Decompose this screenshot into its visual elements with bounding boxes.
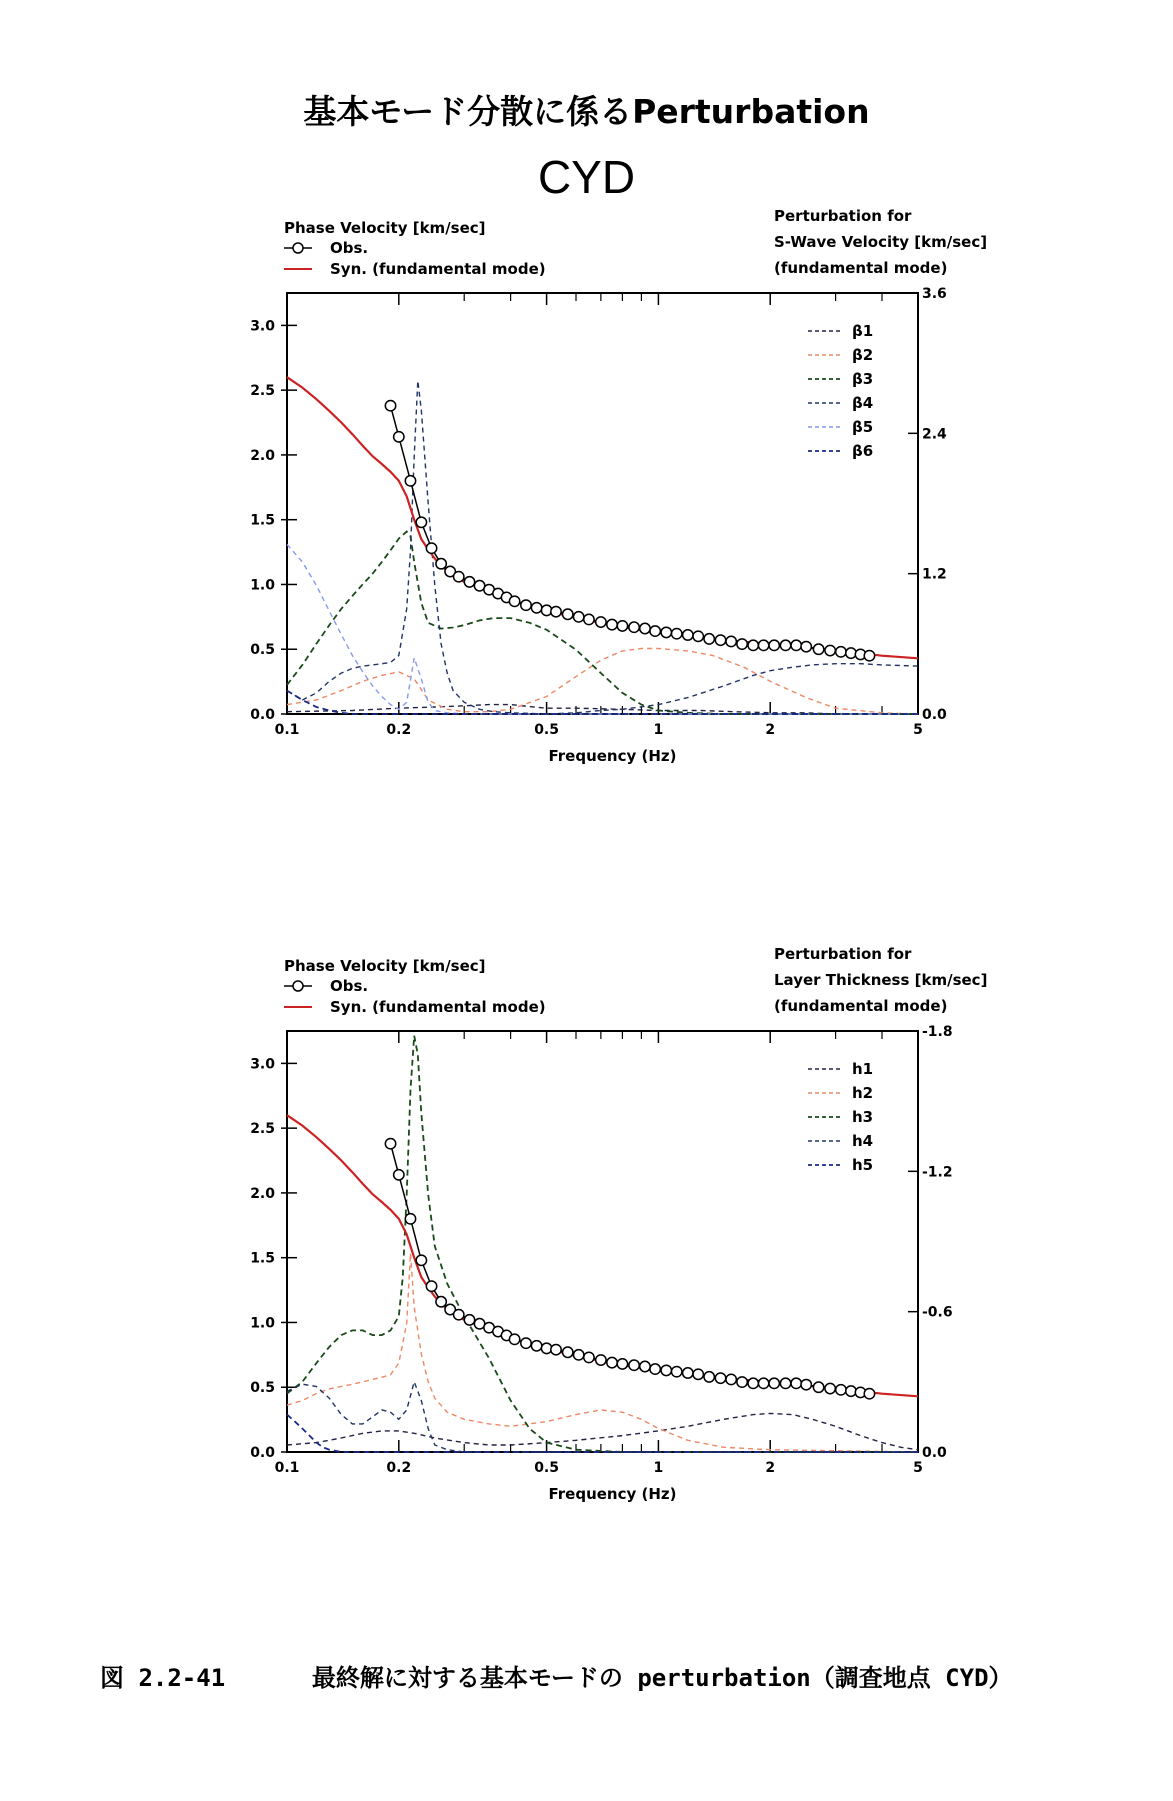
x-axis-title: Frequency (Hz) [548, 1485, 677, 1503]
left-axis-title: Phase Velocity [km/sec] [284, 957, 486, 975]
obs-point [531, 1341, 541, 1351]
obs-point [426, 543, 436, 553]
obs-point [436, 559, 446, 569]
obs-point [426, 1281, 436, 1291]
legend-label-5: β5 [852, 418, 874, 436]
obs-point [715, 1373, 725, 1383]
obs-point [801, 641, 811, 651]
obs-point [394, 432, 404, 442]
obs-point [607, 619, 617, 629]
x-tick-label: 1 [653, 1460, 664, 1476]
obs-point [864, 1389, 874, 1399]
left-axis-title: Phase Velocity [km/sec] [284, 219, 486, 237]
y-tick-label: 2.5 [250, 1121, 275, 1138]
obs-point [836, 647, 846, 657]
y-tick-label: 1.5 [250, 512, 275, 529]
y-tick-label: 0.5 [250, 642, 275, 659]
obs-point [521, 600, 531, 610]
chart-layer-thickness [0, 938, 1173, 1503]
obs-point [629, 1360, 639, 1370]
obs-point [454, 1309, 464, 1319]
series-line-1 [287, 705, 918, 714]
obs-point [864, 651, 874, 661]
right-axis-title-1: Perturbation for [774, 945, 912, 963]
obs-point [405, 1214, 415, 1224]
obs-point [836, 1385, 846, 1395]
obs-point [584, 614, 594, 624]
legend-obs-label: Obs. [330, 239, 369, 257]
legend-obs-label: Obs. [330, 977, 369, 995]
obs-point [573, 1350, 583, 1360]
site-name: CYD [537, 151, 636, 203]
y-tick-label: 2.0 [250, 1185, 275, 1202]
y-tick-label: 2.5 [250, 383, 275, 400]
obs-point [394, 1170, 404, 1180]
y-tick-label: 0.0 [250, 707, 275, 723]
obs-point [825, 645, 835, 655]
y-tick-label: 3.0 [250, 1056, 275, 1073]
right-axis-title-3: (fundamental mode) [774, 997, 948, 1015]
syn-line [287, 1115, 918, 1396]
obs-point [385, 400, 395, 410]
obs-point [758, 1378, 768, 1388]
obs-point [405, 476, 415, 486]
obs-point [607, 1357, 617, 1367]
right-axis-title-1: Perturbation for [774, 207, 912, 225]
figure-number: 図 2.2-41 [100, 1664, 226, 1692]
series-line-4 [287, 381, 918, 714]
series-line-5 [287, 1415, 918, 1452]
obs-point [726, 1374, 736, 1384]
obs-point [791, 1378, 801, 1388]
obs-point [704, 1372, 714, 1382]
obs-point [813, 1382, 823, 1392]
legend-label-5: h5 [852, 1156, 874, 1174]
x-tick-label: 5 [913, 722, 923, 738]
obs-point [748, 640, 758, 650]
obs-point [737, 1377, 747, 1387]
legend-label-3: h3 [852, 1108, 874, 1126]
legend-label-3: β3 [852, 370, 874, 388]
obs-point [617, 1359, 627, 1369]
obs-point [846, 648, 856, 658]
x-tick-label: 0.2 [386, 722, 412, 738]
right-axis-title-3: (fundamental mode) [774, 259, 948, 277]
legend-obs-marker [293, 243, 303, 253]
series-line-2 [287, 649, 918, 715]
obs-point [617, 621, 627, 631]
x-tick-label: 2 [765, 722, 776, 738]
obs-point [683, 630, 693, 640]
obs-point [551, 606, 561, 616]
obs-point [596, 617, 606, 627]
page-title: 基本モード分散に係るPerturbation [303, 92, 870, 131]
x-tick-label: 0.5 [534, 722, 560, 738]
obs-point [801, 1379, 811, 1389]
obs-point [780, 640, 790, 650]
x-tick-label: 5 [913, 1460, 923, 1476]
obs-point [531, 603, 541, 613]
obs-line [391, 406, 870, 656]
obs-point [737, 639, 747, 649]
obs-point [650, 626, 660, 636]
obs-point [683, 1368, 693, 1378]
series-line-4 [287, 1382, 918, 1452]
obs-point [846, 1386, 856, 1396]
obs-point [769, 1378, 779, 1388]
obs-point [464, 1315, 474, 1325]
obs-point [454, 571, 464, 581]
obs-point [780, 1378, 790, 1388]
x-tick-label: 0.1 [274, 1460, 300, 1476]
legend-label-2: h2 [852, 1084, 874, 1102]
series-line-6 [287, 691, 918, 714]
y-tick-label: 0.5 [250, 1380, 275, 1397]
obs-point [661, 627, 671, 637]
obs-point [629, 622, 639, 632]
legend-syn-label: Syn. (fundamental mode) [330, 998, 546, 1016]
y2-tick-label: 2.4 [922, 426, 947, 443]
obs-point [726, 636, 736, 646]
legend-label-4: β4 [852, 394, 874, 412]
obs-point [825, 1383, 835, 1393]
y2-tick-label: 0.0 [922, 707, 947, 723]
x-tick-label: 0.1 [274, 722, 300, 738]
obs-point [704, 634, 714, 644]
x-axis-title: Frequency (Hz) [548, 747, 677, 765]
figure-caption-text: 最終解に対する基本モードの perturbation（調査地点 CYD） [311, 1664, 1013, 1692]
obs-point [640, 623, 650, 633]
y-tick-label: 3.0 [250, 318, 275, 335]
y-tick-label: 1.0 [250, 1315, 275, 1332]
obs-point [436, 1297, 446, 1307]
legend-label-1: β1 [852, 322, 874, 340]
obs-point [563, 609, 573, 619]
legend-label-1: h1 [852, 1060, 874, 1078]
obs-point [584, 1352, 594, 1362]
obs-point [596, 1355, 606, 1365]
obs-point [758, 640, 768, 650]
obs-point [748, 1378, 758, 1388]
y2-tick-label: -1.8 [922, 1024, 953, 1040]
legend-obs-marker [293, 981, 303, 991]
legend-label-6: β6 [852, 442, 874, 460]
y2-tick-label: 3.6 [922, 286, 947, 302]
legend-label-4: h4 [852, 1132, 874, 1150]
y2-tick-label: 0.0 [922, 1445, 947, 1461]
obs-point [416, 1255, 426, 1265]
x-tick-label: 0.2 [386, 1460, 412, 1476]
y2-tick-label: 1.2 [922, 566, 947, 583]
obs-point [563, 1347, 573, 1357]
obs-point [464, 577, 474, 587]
syn-line [287, 377, 918, 658]
obs-point [693, 1369, 703, 1379]
figure-caption [100, 1658, 1100, 1693]
y2-tick-label: -0.6 [922, 1304, 953, 1321]
right-axis-title-2: S-Wave Velocity [km/sec] [774, 233, 988, 251]
obs-line [391, 1144, 870, 1394]
obs-point [661, 1365, 671, 1375]
obs-point [671, 628, 681, 638]
obs-point [650, 1364, 660, 1374]
obs-point [521, 1338, 531, 1348]
obs-point [693, 631, 703, 641]
right-axis-title-2: Layer Thickness [km/sec] [774, 971, 988, 989]
obs-point [671, 1366, 681, 1376]
legend-label-2: β2 [852, 346, 874, 364]
obs-point [715, 635, 725, 645]
x-tick-label: 2 [765, 1460, 776, 1476]
obs-point [640, 1361, 650, 1371]
obs-point [813, 644, 823, 654]
obs-point [551, 1344, 561, 1354]
series-line-5 [287, 544, 918, 714]
x-tick-label: 1 [653, 722, 664, 738]
legend-syn-label: Syn. (fundamental mode) [330, 260, 546, 278]
obs-point [385, 1138, 395, 1148]
y-tick-label: 1.0 [250, 577, 275, 594]
obs-point [573, 612, 583, 622]
y-tick-label: 1.5 [250, 1250, 275, 1267]
series-line-1 [287, 1413, 918, 1449]
chart-shear-velocity [0, 200, 1173, 765]
obs-point [509, 1334, 519, 1344]
obs-point [769, 640, 779, 650]
obs-point [509, 596, 519, 606]
obs-point [416, 517, 426, 527]
x-tick-label: 0.5 [534, 1460, 560, 1476]
y-tick-label: 2.0 [250, 447, 275, 464]
y2-tick-label: -1.2 [922, 1164, 953, 1181]
obs-point [791, 640, 801, 650]
y-tick-label: 0.0 [250, 1445, 275, 1461]
